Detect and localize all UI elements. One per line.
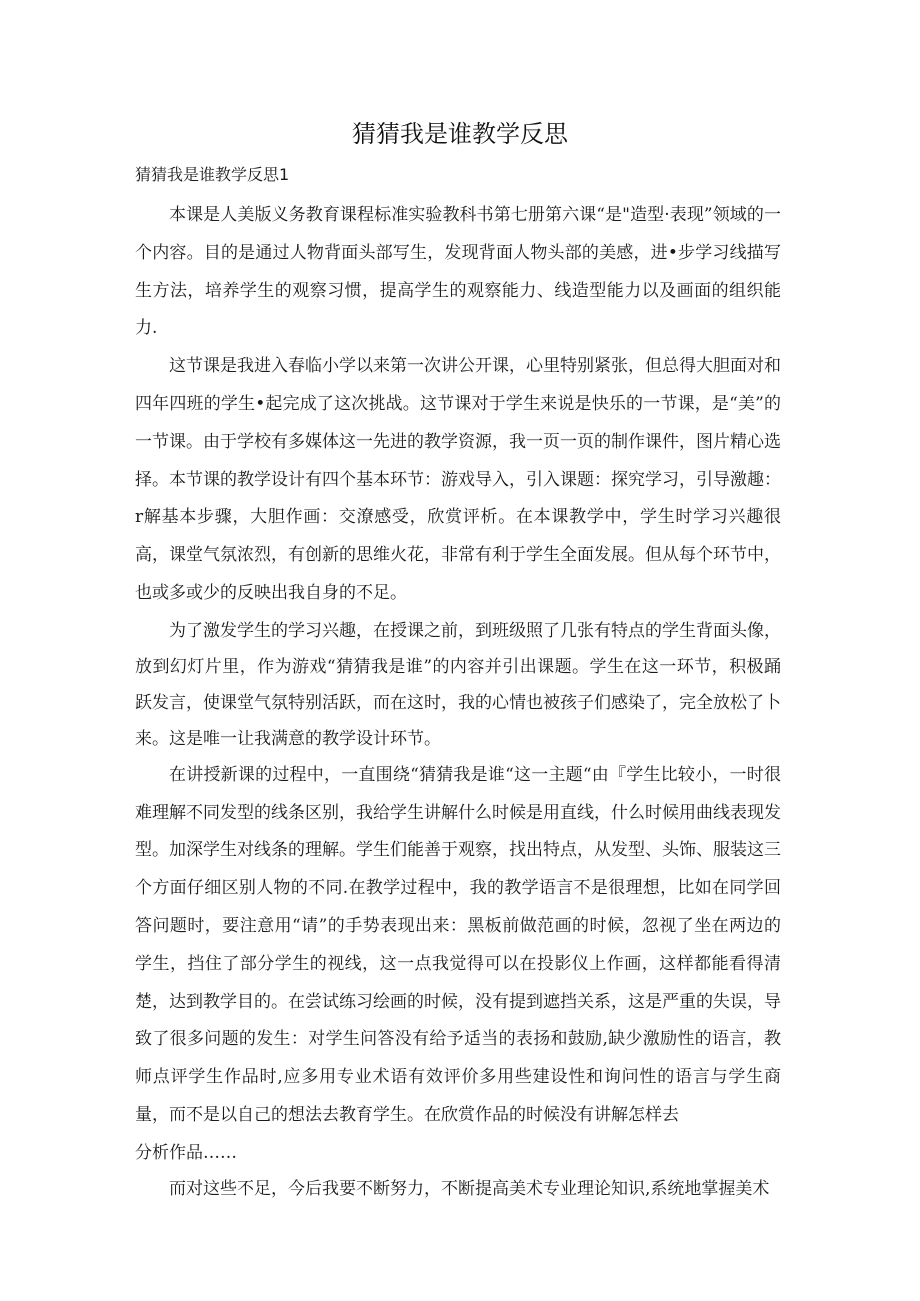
paragraph-5: 而对这些不足，今后我要不断努力，不断提高美术专业理论知识,系统地掌握美术 — [169, 1178, 770, 1199]
paragraph-4-continuation: 分析作品…… — [135, 1142, 237, 1163]
paragraph-4: 在讲授新课的过程中，一直围绕“猜猜我是谁“这一主题“由『学生比较小，一时很难理解不同发型的线条区别，我给学生讲解什么时候是用直线，什么时候用曲线表现发型。加深学生对线条的理解。学生们能善于观察，找出特点，从发型、头饰、服装这三个方面仔细区别人物的不同.在教学过程中，我的教学语言不是很理想，比如在同学回答问题时，要注意用“请”的手势表现出来：黑板前做范画的时候，忽视了坐在两边的学生，挡住了部分学生的视线，这一点我觉得可以在投影仪上作画，这样都能看得清楚，达到教学目的。在尝试练习绘画的时候，没有提到遮挡关系，这是严重的失误，导致了很多问题的发生：对学生问答没有给予适当的表扬和鼓励,缺少激励性的语言，教师点评学生作品时,应多用专业术语有效评价多用些建设性和询问性的语言与学生商量，而不是以自己的想法去教育学生。在欣赏作品的时候没有讲解怎样去 — [135, 764, 781, 1125]
section-heading: 猜猜我是谁教学反思1 — [135, 165, 290, 184]
paragraph-1: 本课是人美版义务教育课程标准实验教科书第七册第六课“是"造型·表现”领域的一个内容。目的是通过人物背面头部写生，发现背面人物头部的美感，进•步学习线描写生方法，培养学生的观察习惯，提高学生的观察能力、线造型能力以及画面的组织能力. — [135, 205, 781, 339]
document-body — [135, 197, 781, 1207]
document-title: 猜猜我是谁教学反思 — [352, 120, 568, 148]
paragraph-3: 为了激发学生的学习兴趣，在授课之前，到班级照了几张有特点的学生背面头像，放到幻灯片里，作为游戏“猜猜我是谁”的内容并引出课题。学生在这一环节，积极踊跃发言，使课堂气氛特别活跃，而在这时，我的心情也被孩子们感染了，完全放松了卜来。这是唯一让我满意的教学设计环节。 — [135, 620, 781, 749]
paragraph-2: 这节课是我进入春临小学以来第一次讲公开课，心里特别紧张，但总得大胆面对和四年四班的学生•起完成了这次挑战。这节课对于学生来说是快乐的一节课，是“美”的一节课。由于学校有多媒体这一先进的教学资源，我一页一页的制作课件，图片精心选择。本节课的教学设计有四个基本环节：游戏导入，引入课题：探究学习，引导激趣：r解基本步骤，大胆作画：交潦感受，欣赏评析。在本课教学中，学生时学习兴趣很高，课堂气氛浓烈，有创新的思维火花，非常有利于学生全面发展。但从每个环节中，也或多或少的反映出我自身的不足。 — [135, 356, 781, 603]
